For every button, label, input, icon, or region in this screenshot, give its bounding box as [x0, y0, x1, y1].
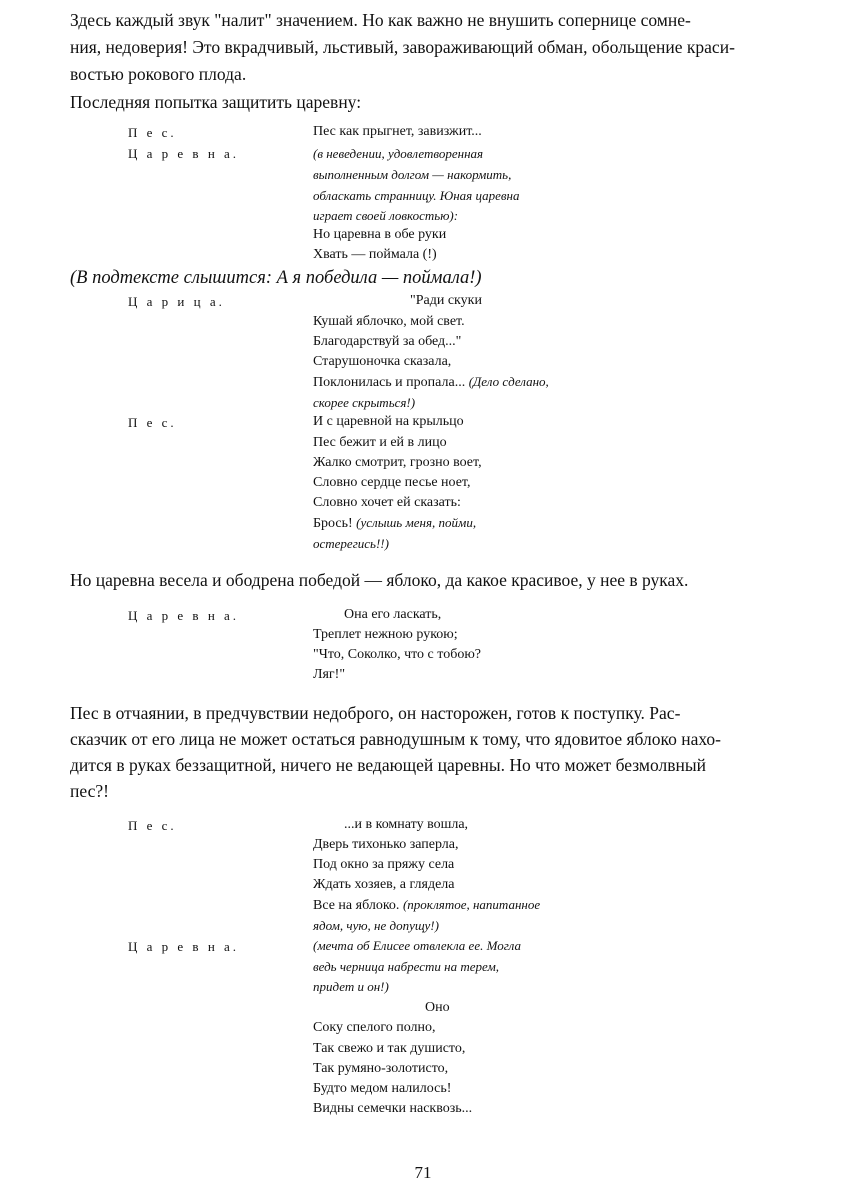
verse-line: Пес как прыгнет, завизжит...	[313, 124, 482, 139]
verse-line: Она его ласкать,	[344, 607, 442, 622]
verse-text: Брось!	[313, 516, 357, 531]
paragraph-2: Последняя попытка защитить царевну:	[70, 92, 362, 112]
verse-line: И с царевной на крыльцо	[313, 414, 464, 429]
verse-line: Жалко смотрит, грозно воет,	[313, 455, 482, 470]
stage-direction: остерегись!!)	[313, 536, 389, 551]
stage-direction: (мечта об Елисее отвлекла ее. Могла	[313, 938, 521, 953]
stage-direction: (в неведении, удовлетворенная	[313, 146, 484, 161]
page-number: 71	[414, 1163, 432, 1182]
verse-line: Пес бежит и ей в лицо	[313, 435, 447, 450]
speaker-label: Ц а р и ц а.	[128, 294, 225, 309]
verse-line: ...и в комнату вошла,	[344, 817, 469, 832]
paragraph-line: дится в руках беззащитной, ничего не ведающей царевны. Но что может безмолвный	[70, 755, 706, 775]
verse-line: Но царевна в обе руки	[313, 227, 447, 242]
verse-line: "Что, Соколко, что с тобою?	[313, 647, 481, 662]
verse-text: Все на яблоко.	[313, 898, 403, 913]
verse-line: Дверь тихонько заперла,	[313, 837, 459, 852]
paragraph-line: пес?!	[70, 781, 109, 801]
verse-line: Видны семечки насквозь...	[313, 1101, 473, 1116]
speaker-label: Ц а р е в н а.	[128, 939, 240, 954]
stage-direction: скорее скрыться!)	[313, 395, 416, 410]
verse-line: Ждать хозяев, а глядела	[313, 877, 455, 892]
paragraph-line: ния, недоверия! Это вкрадчивый, льстивый, завораживающий обман, обольщение краси-	[70, 37, 735, 57]
stage-direction: ведь черница набрести на терем,	[313, 959, 500, 974]
verse-line: Хвать — поймала (!)	[313, 247, 437, 262]
subtext-note: (В подтексте слышится: А я победила — поймала!)	[70, 268, 482, 288]
verse-line: Ляг!"	[313, 667, 346, 682]
stage-direction: играет своей ловкостью):	[313, 208, 459, 223]
stage-direction: (проклятое, напитанное	[402, 897, 541, 912]
paragraph-line: Пес в отчаянии, в предчувствии недоброго, он насторожен, готов к поступку. Рас-	[70, 703, 681, 723]
verse-text: Поклонилась и пропала...	[313, 375, 469, 390]
verse-line: Так свежо и так душисто,	[313, 1041, 466, 1056]
verse-line	[313, 897, 540, 914]
paragraph-line: Здесь каждый звук "налит" значением. Но как важно не внушить сопернице сомне-	[70, 10, 691, 30]
verse-line: Будто медом налилось!	[313, 1081, 452, 1096]
verse-line: Благодарствуй за обед..."	[313, 334, 462, 349]
paragraph-line: востью рокового плода.	[70, 64, 247, 84]
verse-line	[313, 515, 476, 532]
paragraph-3: Но царевна весела и ободрена победой — яблоко, да какое красивое, у нее в руках.	[70, 570, 689, 590]
verse-line: Соку спелого полно,	[313, 1020, 436, 1035]
stage-direction: ядом, чую, не допущу!)	[313, 918, 439, 933]
stage-direction: выполненным долгом — накормить,	[313, 167, 512, 182]
verse-line: Кушай яблочко, мой свет.	[313, 314, 465, 329]
speaker-label: П е с.	[128, 415, 177, 430]
verse-line: Треплет нежною рукою;	[313, 627, 458, 642]
stage-direction: обласкать странницу. Юная царевна	[313, 188, 520, 203]
verse-line: Словно сердце песье ноет,	[313, 475, 471, 490]
stage-direction: придет и он!)	[313, 979, 389, 994]
speaker-label: П е с.	[128, 125, 177, 140]
stage-direction: (услышь меня, пойми,	[356, 515, 477, 530]
verse-line: Старушоночка сказала,	[313, 354, 452, 369]
verse-line: Оно	[425, 1000, 450, 1015]
verse-line: Словно хочет ей сказать:	[313, 495, 461, 510]
speaker-label: Ц а р е в н а.	[128, 146, 240, 161]
paragraph-line: сказчик от его лица не может остаться равнодушным к тому, что ядовитое яблоко нахо-	[70, 729, 722, 749]
verse-line: Под окно за пряжу села	[313, 857, 455, 872]
stage-direction: (Дело сделано,	[468, 374, 549, 389]
speaker-label: П е с.	[128, 818, 177, 833]
verse-line	[313, 374, 549, 391]
speaker-label: Ц а р е в н а.	[128, 608, 240, 623]
verse-line: "Ради скуки	[410, 293, 482, 308]
verse-line: Так румяно-золотисто,	[313, 1061, 449, 1076]
